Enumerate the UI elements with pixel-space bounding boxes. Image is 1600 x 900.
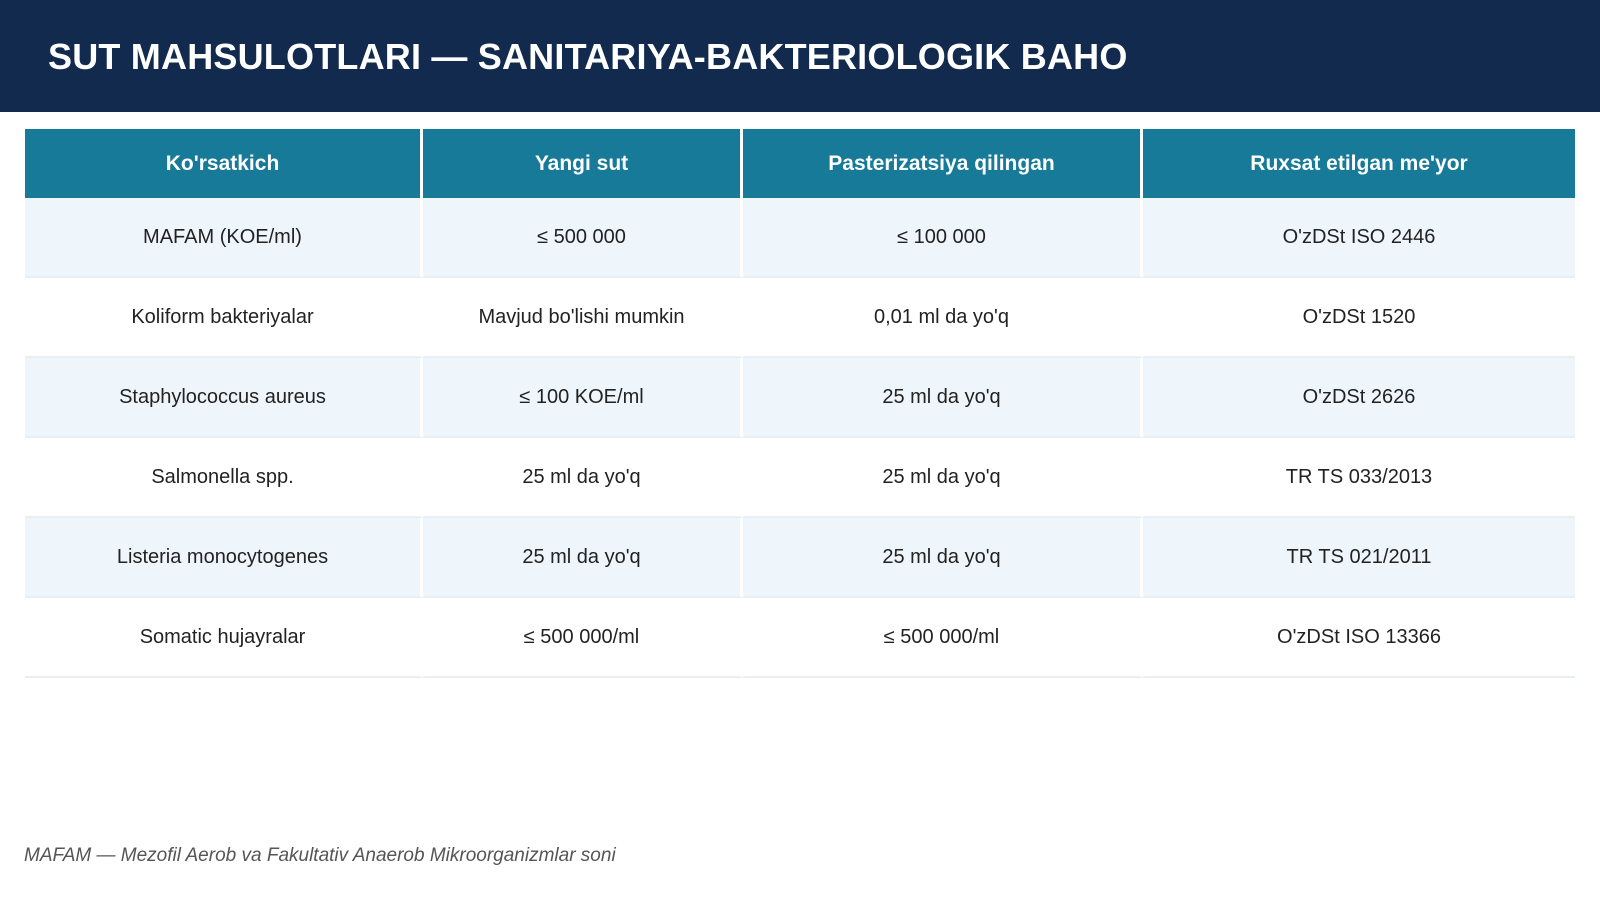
table-cell: MAFAM (KOE/ml) — [25, 198, 423, 278]
column-header: Pasterizatsiya qilingan — [743, 129, 1143, 198]
table-header-row — [25, 129, 1575, 198]
table-cell: 0,01 ml da yo'q — [743, 278, 1143, 358]
table-cell: Listeria monocytogenes — [25, 518, 423, 598]
table-row — [25, 438, 1575, 518]
table-cell: Somatic hujayralar — [25, 598, 423, 678]
column-header: Ko'rsatkich — [25, 129, 423, 198]
table-row — [25, 598, 1575, 678]
table-cell: O'zDSt 1520 — [1143, 278, 1575, 358]
table-cell: 25 ml da yo'q — [423, 438, 743, 518]
footnote: MAFAM — Mezofil Aerob va Fakultativ Anaerob Mikroorganizmlar soni — [24, 845, 616, 866]
table-cell: 25 ml da yo'q — [423, 518, 743, 598]
standards-table — [25, 129, 1575, 678]
table-row — [25, 518, 1575, 598]
table-cell: TR TS 033/2013 — [1143, 438, 1575, 518]
table-cell: ≤ 500 000 — [423, 198, 743, 278]
table-cell: ≤ 500 000/ml — [423, 598, 743, 678]
table-cell: 25 ml da yo'q — [743, 358, 1143, 438]
table-cell: O'zDSt ISO 2446 — [1143, 198, 1575, 278]
table-cell: ≤ 100 KOE/ml — [423, 358, 743, 438]
table-row — [25, 358, 1575, 438]
table-cell: Salmonella spp. — [25, 438, 423, 518]
table-cell: O'zDSt 2626 — [1143, 358, 1575, 438]
column-header: Ruxsat etilgan me'yor — [1143, 129, 1575, 198]
table-row — [25, 278, 1575, 358]
table-cell: Koliform bakteriyalar — [25, 278, 423, 358]
table-cell: ≤ 500 000/ml — [743, 598, 1143, 678]
column-header: Yangi sut — [423, 129, 743, 198]
table-cell: O'zDSt ISO 13366 — [1143, 598, 1575, 678]
table-cell: Staphylococcus aureus — [25, 358, 423, 438]
table-cell: TR TS 021/2011 — [1143, 518, 1575, 598]
page-title: SUT MAHSULOTLARI — SANITARIYA-BAKTERIOLOGIK BAHO — [48, 36, 1128, 77]
title-bar — [0, 0, 1600, 112]
table-cell: 25 ml da yo'q — [743, 438, 1143, 518]
table-row — [25, 198, 1575, 278]
table-cell: Mavjud bo'lishi mumkin — [423, 278, 743, 358]
table-cell: ≤ 100 000 — [743, 198, 1143, 278]
table-cell: 25 ml da yo'q — [743, 518, 1143, 598]
